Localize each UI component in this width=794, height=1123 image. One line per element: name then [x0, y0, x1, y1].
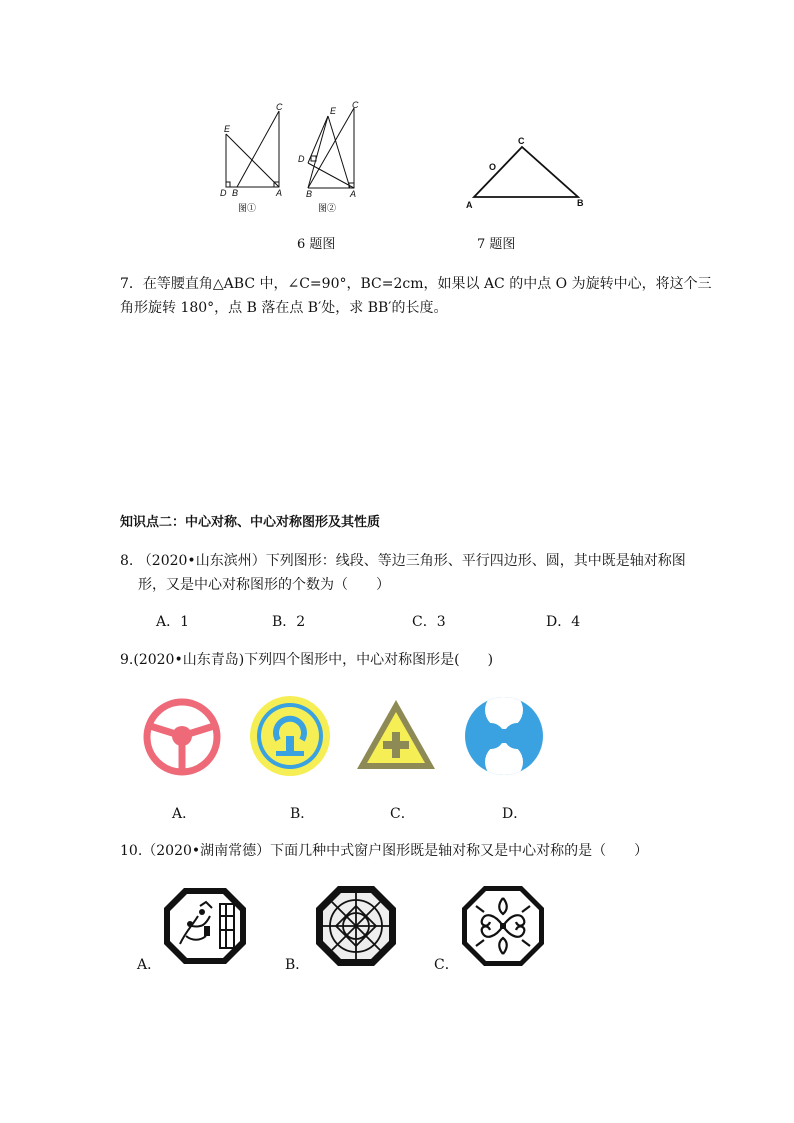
window-plum-icon	[162, 886, 248, 966]
caption-q6: 6 题图	[297, 237, 336, 252]
q9-option-c: C．	[390, 806, 415, 822]
fig2-label-e: E	[330, 106, 337, 116]
fig1-label-a: A	[276, 188, 283, 198]
figure-6-1	[226, 111, 279, 187]
fig7-label-b: B	[577, 198, 584, 208]
steering-wheel-icon	[140, 695, 224, 779]
warning-plus-icon	[354, 697, 438, 773]
double-circle-icon	[462, 694, 546, 778]
q8-option-a: A．1	[156, 614, 190, 630]
q8-text-line1: 8. （2020•山东滨州）下列图形：线段、等边三角形、平行四边形、圆，其中既是轴对称图	[120, 553, 686, 569]
q8-text-line2: 形，又是中心对称图形的个数为（ ）	[138, 577, 390, 593]
q9-text: 9.(2020•山东青岛)下列四个图形中，中心对称图形是( )	[120, 652, 494, 668]
q10-text: 10.（2020•湖南常德）下面几种中式窗户图形既是轴对称又是中心对称的是（ ）	[120, 843, 649, 859]
fig1-label-d: D	[220, 188, 227, 198]
q7-text-line2: 角形旋转 180°，点 B 落在点 B′处，求 BB′的长度。	[120, 300, 448, 316]
figure-6-2	[308, 108, 354, 188]
q7-text-line1: 7．在等腰直角△ABC 中，∠C=90°，BC=2cm，如果以 AC 的中点 O 为旋转中心，将这个三	[120, 276, 712, 292]
q10-option-c: C．	[434, 957, 459, 973]
q10-option-b: B．	[285, 957, 310, 973]
fig7-label-c: C	[518, 136, 525, 146]
fig2-label-b: B	[306, 189, 313, 199]
q8-option-d: D．4	[546, 614, 581, 630]
fig7-label-o: O	[489, 162, 497, 172]
fig1-label-e: E	[224, 124, 231, 134]
figure-6	[210, 98, 370, 218]
fig2-label-d: D	[298, 154, 305, 164]
fig7-label-a: A	[466, 200, 473, 210]
caption-q7: 7 题图	[477, 237, 516, 252]
q8-option-b: B．2	[272, 614, 306, 630]
section-title: 知识点二：中心对称、中心对称图形及其性质	[120, 515, 381, 530]
figure-7	[460, 132, 600, 212]
q9-option-b: B．	[290, 806, 315, 822]
fig2-label-a: A	[350, 189, 357, 199]
fig1-label-c: C	[276, 102, 283, 112]
fig1-label-b: B	[232, 188, 239, 198]
railway-logo-icon	[248, 694, 332, 778]
window-scroll-icon	[460, 884, 546, 968]
window-lattice-icon	[314, 884, 398, 968]
q9-option-a: A．	[172, 806, 197, 822]
q10-option-a: A．	[137, 957, 162, 973]
q8-option-c: C．3	[412, 614, 446, 630]
fig1-caption: 图①	[238, 203, 257, 213]
fig2-caption: 图②	[318, 203, 337, 213]
q9-option-d: D．	[502, 806, 528, 822]
fig2-label-c: C	[352, 100, 359, 110]
